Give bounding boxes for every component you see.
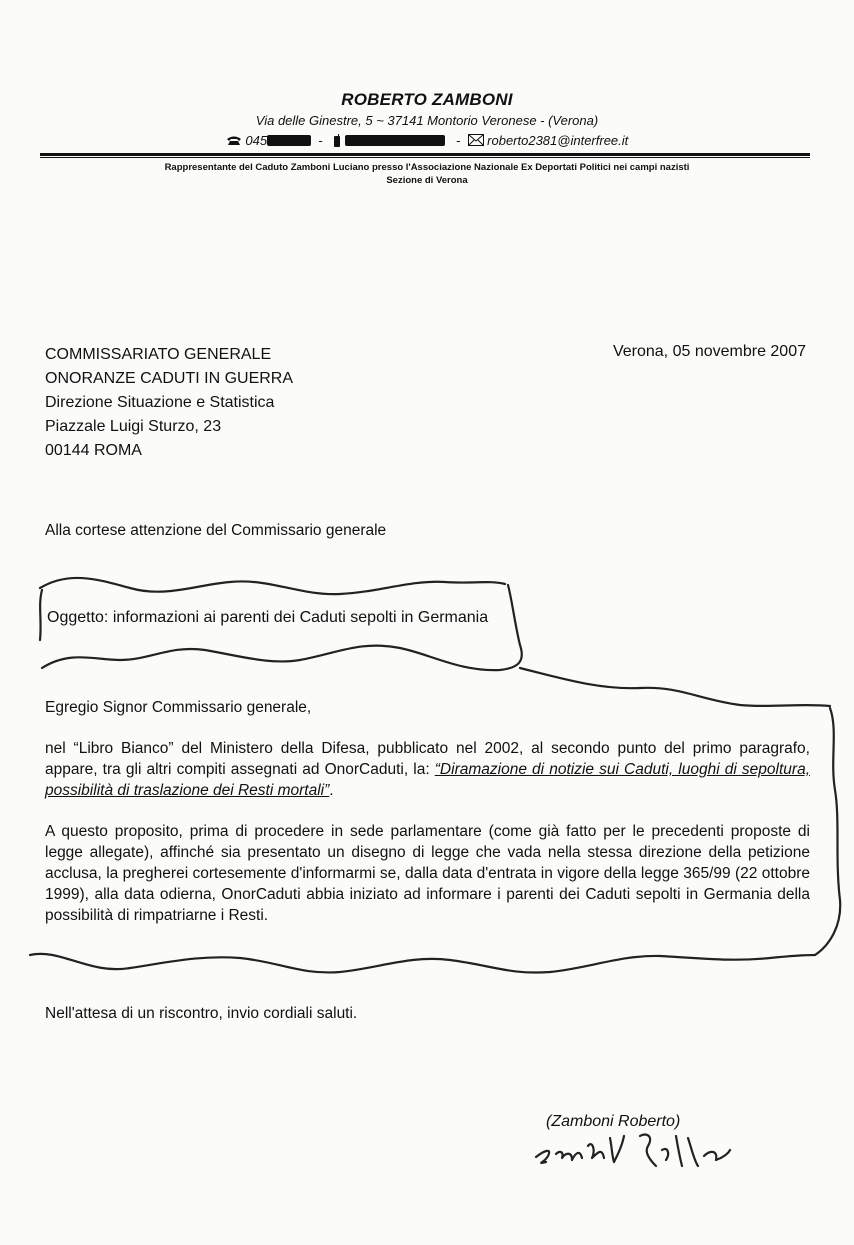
letter-date: Verona, 05 novembre 2007	[612, 343, 806, 360]
subtitle-line-1: Rappresentante del Caduto Zamboni Luciano presso l'Associazione Nazionale Ex Deportati Politici nei campi nazisti	[164, 162, 690, 173]
letterhead-address: Via delle Ginestre, 5 ~ 37141 Montorio Veronese - (Verona)	[255, 113, 599, 128]
paragraph-1-text: nel “Libro Bianco” del Ministero della Difesa, pubblicato nel 2002, al secondo punto del primo paragrafo, appare, tra gli altri compiti assegnati ad OnorCaduti, la:	[45, 740, 810, 778]
closing-line: Nell'attesa di un riscontro, invio cordiali saluti.	[45, 1005, 358, 1022]
recipient-line-4: Piazzale Luigi Sturzo, 23	[45, 418, 222, 435]
recipient-line-5: 00144 ROMA	[45, 442, 142, 459]
recipient-line-1: COMMISSARIATO GENERALE	[45, 346, 272, 363]
signature-scribble	[536, 1134, 730, 1166]
contact-line: 045 - - roberto2381@interfree.it	[0, 133, 854, 150]
wavy-line-top	[40, 578, 505, 594]
paragraph-2: A questo proposito, prima di procedere in sede parlamentare (come già fatto per le precedenti proposte di legge allegate), affinché sia presentato un disegno di legge che vada nella stessa direzione della petizione acclusa, la pregherei cortesemente d'informarmi se, dalla data d'entrata in vigore della legge 365/99 (22 ottobre 1999), alla data odierna, OnorCaduti abbia iniziato ad informare i parenti dei Caduti sepolti in Germania della possibilità di rimpatriarne i Resti.	[45, 823, 810, 924]
email-address: roberto2381@interfree.it	[487, 133, 629, 148]
signature-name: (Zamboni Roberto)	[546, 1113, 681, 1130]
wavy-line-bottom-2	[30, 954, 815, 973]
subtitle-line-2: Sezione di Verona	[386, 175, 468, 186]
recipient-line-3: Direzione Situazione e Statistica	[45, 394, 275, 411]
wavy-line-bottom	[42, 585, 522, 670]
phone-prefix: 045	[245, 133, 268, 148]
attention-line: Alla cortese attenzione del Commissario generale	[45, 522, 387, 539]
subject-line: Oggetto: informazioni ai parenti dei Caduti sepolti in Germania	[47, 609, 489, 626]
salutation: Egregio Signor Commissario generale,	[45, 699, 312, 716]
wavy-line-right	[520, 668, 830, 706]
paragraph-1-quote: “Diramazione di notizie sui Caduti, luoghi di sepoltura, possibilità di traslazione dei Resti mortali”	[45, 761, 810, 799]
paragraph-1: nel “Libro Bianco” del Ministero della Difesa, pubblicato nel 2002, al secondo punto del primo paragrafo, appare, tra gli altri compiti assegnati ad OnorCaduti, la: “Diramazione di notizie sui Caduti, luoghi di sepoltura, possibilità di traslazione dei Resti mortali”.	[45, 740, 810, 799]
letterhead-name: ROBERTO ZAMBONI	[341, 90, 513, 109]
recipient-line-2: ONORANZE CADUTI IN GUERRA	[45, 370, 294, 387]
wavy-line-right-side	[815, 708, 840, 955]
wavy-line-left	[40, 590, 42, 640]
